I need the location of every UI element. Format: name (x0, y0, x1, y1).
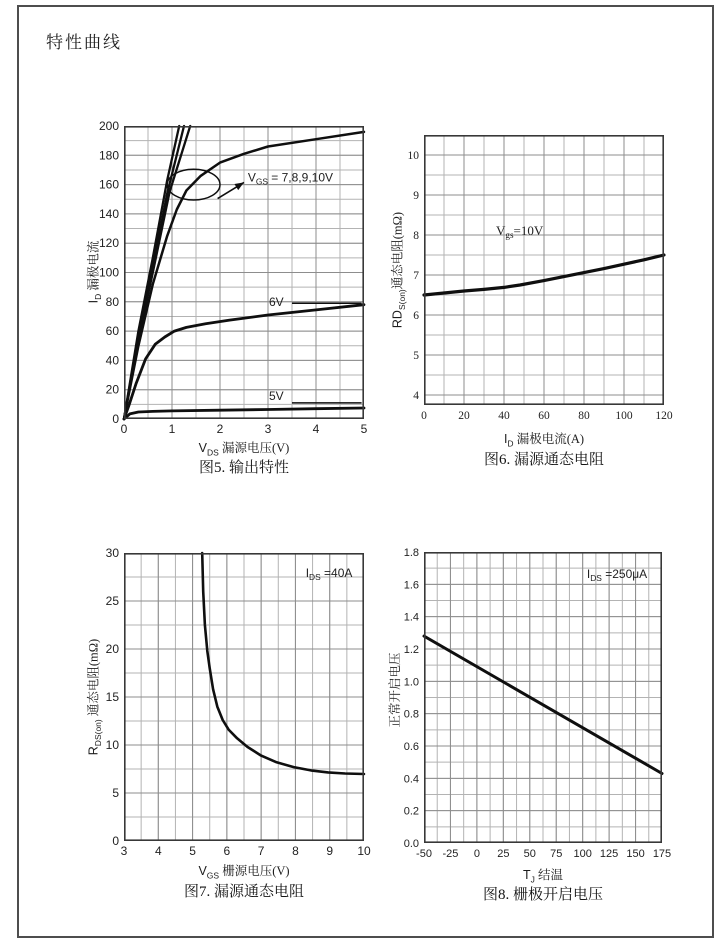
svg-text:4: 4 (312, 422, 320, 436)
svg-text:0.4: 0.4 (403, 773, 419, 786)
fig6-x-axis-label: $I_D$ 漏极电流(A) (503, 432, 585, 449)
svg-text:100: 100 (615, 410, 633, 422)
figure-7 (86, 546, 371, 903)
fig5-plot (98, 119, 368, 436)
figure-8 (388, 547, 672, 903)
svg-text:75: 75 (550, 848, 563, 860)
fig7-plot (105, 546, 371, 858)
figure-5 (86, 119, 368, 476)
fig6-plot (407, 135, 673, 422)
svg-text:3: 3 (120, 844, 128, 858)
svg-text:0: 0 (112, 412, 119, 426)
svg-text:175: 175 (652, 848, 672, 860)
svg-text:25: 25 (497, 848, 510, 860)
svg-text:15: 15 (105, 690, 119, 704)
svg-text:8: 8 (413, 230, 419, 242)
svg-text:VGS = 7,8,9,10V: $V_{GS} = 7,8,9,10V$ (247, 170, 334, 187)
svg-text:-50: -50 (416, 848, 432, 860)
svg-text:30: 30 (105, 546, 119, 560)
fig5-y-axis-label: $I_D$ 漏极电流 (86, 240, 103, 304)
svg-text:0: 0 (120, 422, 128, 436)
fig5-caption: 图5. 输出特性 (198, 460, 289, 476)
svg-text:6: 6 (223, 844, 231, 858)
svg-text:0.2: 0.2 (403, 805, 419, 818)
svg-text:5: 5 (112, 786, 119, 800)
svg-text:120: 120 (655, 410, 673, 422)
svg-text:40: 40 (105, 353, 119, 368)
svg-text:200: 200 (98, 119, 119, 133)
svg-text:80: 80 (578, 410, 590, 422)
svg-text:120: 120 (98, 236, 119, 251)
svg-text:20: 20 (105, 382, 119, 397)
svg-text:150: 150 (626, 848, 645, 860)
fig7-y-axis-label: $R_{DS(on)}$ 通态电阻(mΩ) (86, 638, 103, 756)
svg-text:100: 100 (573, 848, 592, 860)
svg-text:7: 7 (257, 844, 265, 858)
svg-text:10: 10 (357, 844, 371, 858)
svg-text:1.8: 1.8 (403, 547, 419, 559)
svg-text:25: 25 (105, 594, 119, 608)
svg-text:20: 20 (105, 642, 119, 656)
svg-text:IDS =250μA: $I_{DS} =250\mu A$ (586, 566, 648, 583)
svg-text:5: 5 (413, 350, 419, 362)
svg-text:6: 6 (413, 310, 419, 322)
svg-text:0.6: 0.6 (403, 741, 419, 753)
svg-text:20: 20 (458, 410, 470, 422)
svg-text:1.6: 1.6 (403, 579, 419, 592)
svg-text:180: 180 (98, 148, 119, 163)
figure-6 (390, 135, 673, 475)
fig8-x-axis-label: $T_J$ 结温 (522, 868, 564, 885)
svg-text:40: 40 (498, 410, 510, 422)
svg-text:9: 9 (413, 190, 419, 202)
fig6-caption: 图6. 漏源通态电阻 (483, 452, 604, 468)
svg-text:4: 4 (154, 844, 162, 858)
page-title: 特性曲线 (46, 33, 122, 52)
svg-text:5V: 5V (268, 388, 284, 403)
svg-text:1: 1 (168, 422, 176, 436)
fig6-y-axis-label: $RD_{S(on)}$通态电阻(mΩ) (390, 211, 407, 329)
svg-text:10: 10 (105, 738, 119, 752)
fig5-x-axis-label: $V_{DS}$ 漏源电压(V) (198, 441, 290, 458)
svg-text:1.4: 1.4 (403, 611, 419, 624)
svg-text:6V: 6V (268, 295, 284, 310)
svg-text:100: 100 (98, 265, 119, 280)
svg-text:0: 0 (421, 410, 427, 422)
svg-text:Vgs=10V: $V_{gs}=10V$ (496, 223, 544, 240)
svg-text:60: 60 (538, 410, 550, 422)
svg-text:0.8: 0.8 (403, 708, 419, 721)
svg-text:5: 5 (189, 844, 196, 858)
svg-text:50: 50 (523, 848, 536, 860)
svg-text:IDS =40A: $I_{DS} =40A$ (305, 566, 353, 582)
svg-text:-25: -25 (442, 848, 459, 860)
svg-text:2: 2 (216, 422, 224, 436)
svg-text:0: 0 (112, 834, 119, 848)
svg-text:160: 160 (98, 177, 119, 192)
svg-text:1.2: 1.2 (403, 644, 419, 656)
svg-text:140: 140 (98, 206, 119, 221)
svg-text:4: 4 (413, 390, 419, 402)
svg-text:0.0: 0.0 (403, 838, 419, 850)
svg-text:10: 10 (407, 150, 419, 162)
svg-text:3: 3 (264, 422, 272, 436)
svg-text:125: 125 (599, 848, 619, 860)
fig8-y-axis-label: 正常开启电压 (388, 652, 402, 728)
svg-text:0: 0 (473, 848, 480, 860)
svg-text:7: 7 (413, 270, 419, 282)
svg-text:9: 9 (326, 844, 334, 858)
fig7-caption: 图7. 漏源通态电阻 (183, 884, 304, 900)
fig8-caption: 图8. 栅极开启电压 (482, 887, 603, 903)
svg-text:60: 60 (105, 324, 119, 339)
svg-text:1.0: 1.0 (403, 676, 419, 689)
fig8-plot (403, 547, 672, 860)
svg-text:80: 80 (105, 294, 119, 309)
svg-text:8: 8 (292, 844, 299, 858)
fig7-x-axis-label: $V_{GS}$ 栅源电压(V) (198, 864, 290, 881)
svg-text:5: 5 (360, 422, 368, 436)
